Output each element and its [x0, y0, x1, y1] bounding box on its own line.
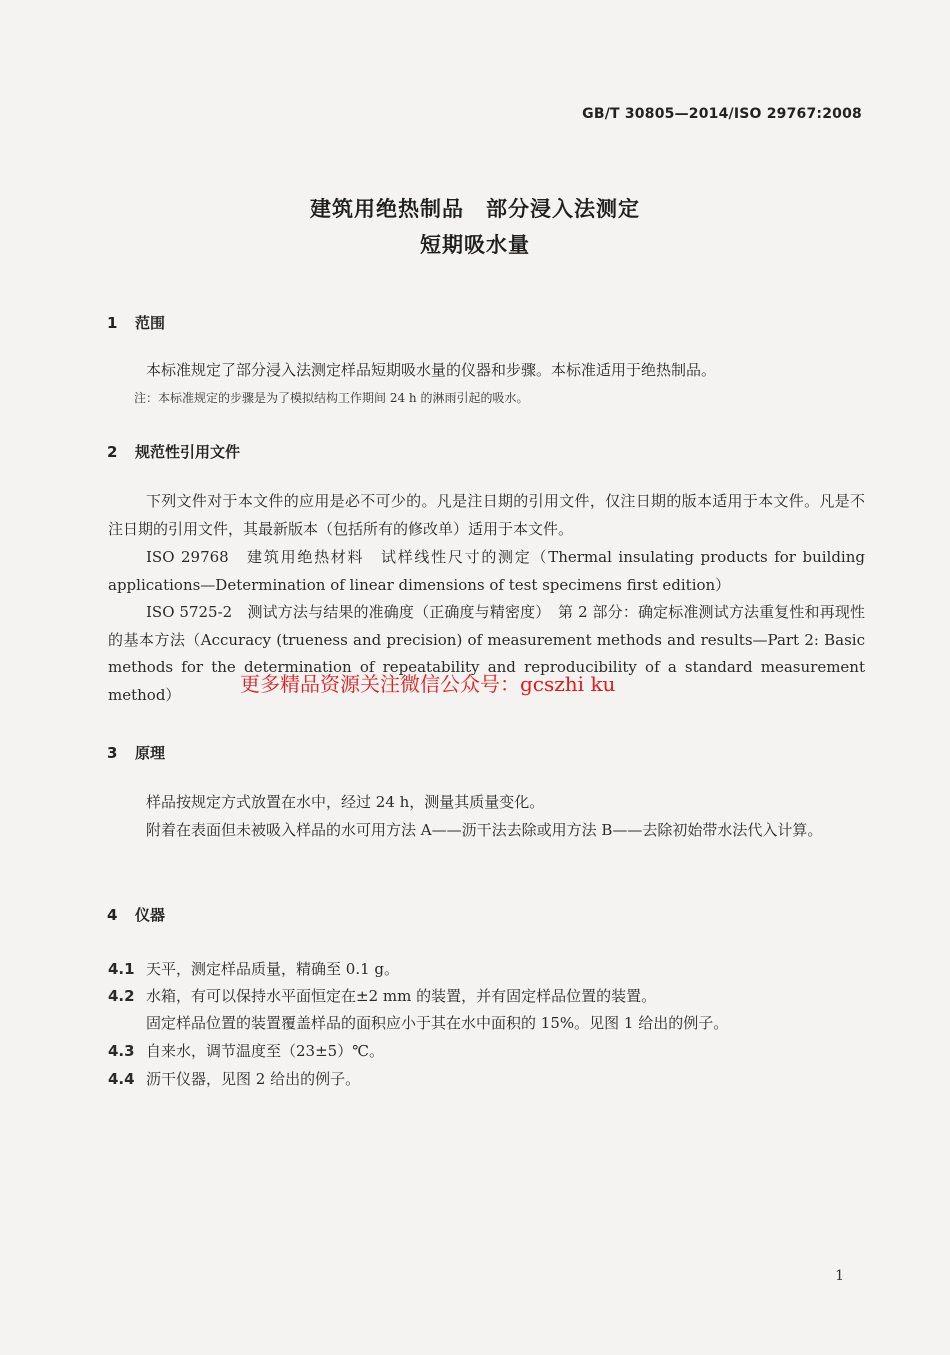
section-title: 范围	[135, 314, 166, 332]
clause-4-1	[108, 958, 399, 979]
clause-number: 4.1	[108, 960, 135, 978]
clause-4-4	[108, 1068, 360, 1089]
section-title: 规范性引用文件	[135, 443, 241, 461]
document-title-line1: 建筑用绝热制品 部分浸入法测定	[310, 197, 640, 221]
clause-text: 自来水，调节温度至（23±5）℃。	[146, 1042, 384, 1060]
section-title: 原理	[135, 744, 166, 762]
clause-text: 水箱，有可以保持水平面恒定在±2 mm 的装置，并有固定样品位置的装置。	[146, 987, 657, 1005]
section-3-paragraph-2: 附着在表面但未被吸入样品的水可用方法 A——沥干法去除或用方法 B——去除初始带水法代入计算。	[146, 821, 823, 839]
clause-text: 天平，测定样品质量，精确至 0.1 g。	[146, 960, 399, 978]
section-1-note: 注：本标准规定的步骤是为了模拟结构工作期间 24 h 的淋雨引起的吸水。	[134, 391, 529, 405]
page-number: 1	[835, 1268, 844, 1284]
clause-number: 4.4	[108, 1070, 135, 1088]
standard-number: GB/T 30805—2014/ISO 29767:2008	[582, 106, 862, 122]
clause-number: 4.2	[108, 987, 135, 1005]
document-title-line2: 短期吸水量	[420, 233, 530, 257]
section-1-paragraph: 本标准规定了部分浸入法测定样品短期吸水量的仪器和步骤。本标准适用于绝热制品。	[146, 361, 717, 379]
section-title: 仪器	[135, 906, 166, 924]
section-1-heading	[107, 312, 165, 333]
clause-number: 4.3	[108, 1042, 135, 1060]
section-number: 4	[107, 906, 118, 924]
section-2-heading	[107, 441, 240, 462]
clause-4-2	[108, 985, 656, 1006]
section-3-paragraph-1: 样品按规定方式放置在水中，经过 24 h，测量其质量变化。	[146, 793, 545, 811]
section-3-heading	[107, 742, 165, 763]
clause-4-2-continuation: 固定样品位置的装置覆盖样品的面积应小于其在水中面积的 15%。见图 1 给出的例子。	[146, 1014, 729, 1032]
section-number: 3	[107, 744, 118, 762]
reference-iso-5725-2: ISO 5725-2 测试方法与结果的准确度（正确度与精密度） 第 2 部分：确定标准测试方法重复性和再现性的基本方法（Accuracy (trueness and precision) of measurement methods and results—Part 2: Basic methods for the determination of repeatability and reproducibility of a standard measurement method）	[108, 603, 865, 704]
section-number: 2	[107, 443, 118, 461]
clause-text: 沥干仪器，见图 2 给出的例子。	[146, 1070, 361, 1088]
reference-iso-29768: ISO 29768 建筑用绝热材料 试样线性尺寸的测定（Thermal insulating products for building applications—Determination of linear dimensions of test specimens first edition）	[108, 548, 865, 594]
section-2-paragraph: 下列文件对于本文件的应用是必不可少的。凡是注日期的引用文件，仅注日期的版本适用于本文件。凡是不注日期的引用文件，其最新版本（包括所有的修改单）适用于本文件。	[108, 492, 865, 538]
section-number: 1	[107, 314, 118, 332]
clause-4-3	[108, 1040, 384, 1061]
section-4-heading	[107, 904, 165, 925]
watermark-text: 更多精品资源关注微信公众号：gcszhi ku	[240, 672, 616, 696]
